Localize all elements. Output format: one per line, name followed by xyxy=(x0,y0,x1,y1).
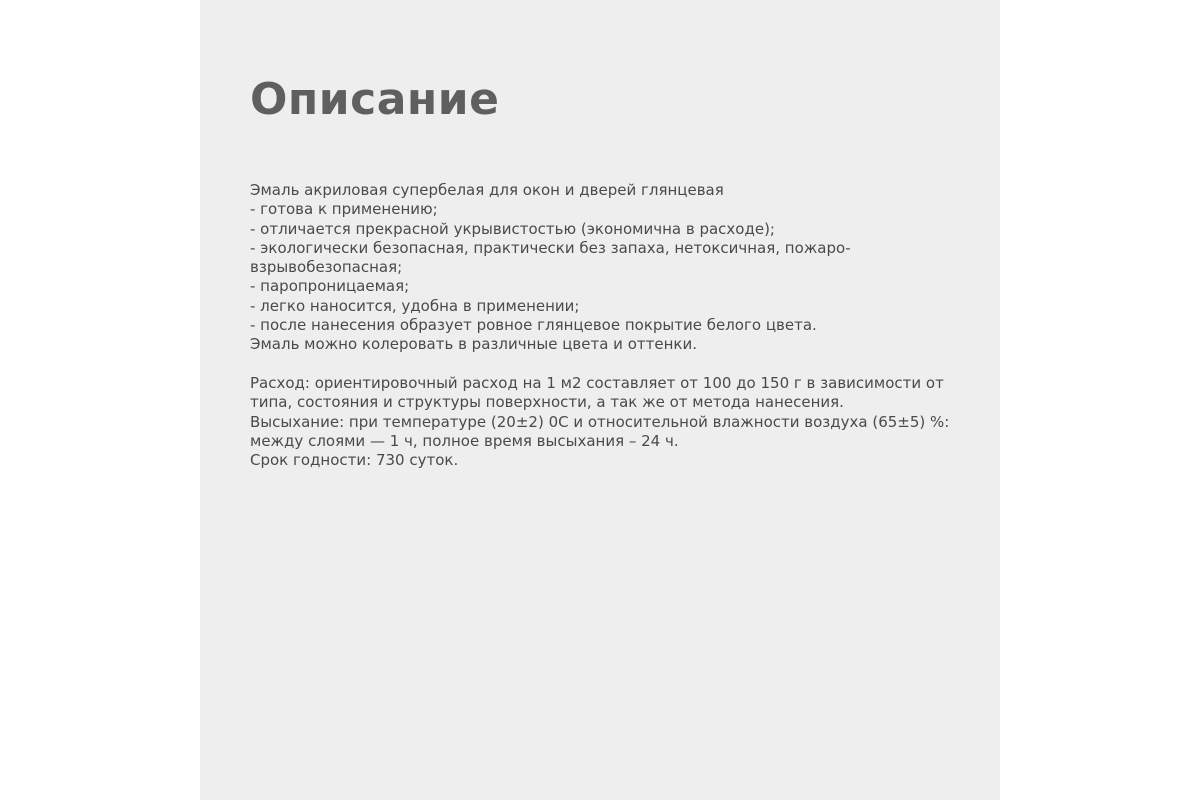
paragraph-gap xyxy=(250,355,975,374)
intro-text: Эмаль акриловая супербелая для окон и дверей глянцевая xyxy=(250,181,724,199)
feature-item: - после нанесения образует ровное глянцевое покрытие белого цвета. xyxy=(250,316,817,335)
description-card xyxy=(200,0,1000,800)
description-body xyxy=(250,181,975,470)
feature-item: взрывобезопасная; xyxy=(250,258,403,277)
feature-item: - паропроницаемая; xyxy=(250,277,410,296)
consumption-text: типа, состояния и структуры поверхности, а так же от метода нанесения. xyxy=(250,393,844,412)
feature-item: - легко наносится, удобна в применении; xyxy=(250,296,580,315)
feature-item: - готова к применению; xyxy=(250,200,438,219)
feature-item: - отличается прекрасной укрывистостью (экономична в расходе); xyxy=(250,219,775,238)
shelf-life-text: Срок годности: 730 суток. xyxy=(250,451,459,470)
page-title: Описание xyxy=(250,74,500,125)
drying-text: Высыхание: при температуре (20±2) 0С и относительной влажности воздуха (65±5) %: xyxy=(250,412,950,431)
drying-text: между слоями — 1 ч, полное время высыхания – 24 ч. xyxy=(250,431,679,450)
consumption-text: Расход: ориентировочный расход на 1 м2 составляет от 100 до 150 г в зависимости от xyxy=(250,373,944,392)
feature-item: - экологически безопасная, практически без запаха, нетоксичная, пожаро- xyxy=(250,238,851,257)
tinting-text: Эмаль можно колеровать в различные цвета и оттенки. xyxy=(250,335,697,354)
